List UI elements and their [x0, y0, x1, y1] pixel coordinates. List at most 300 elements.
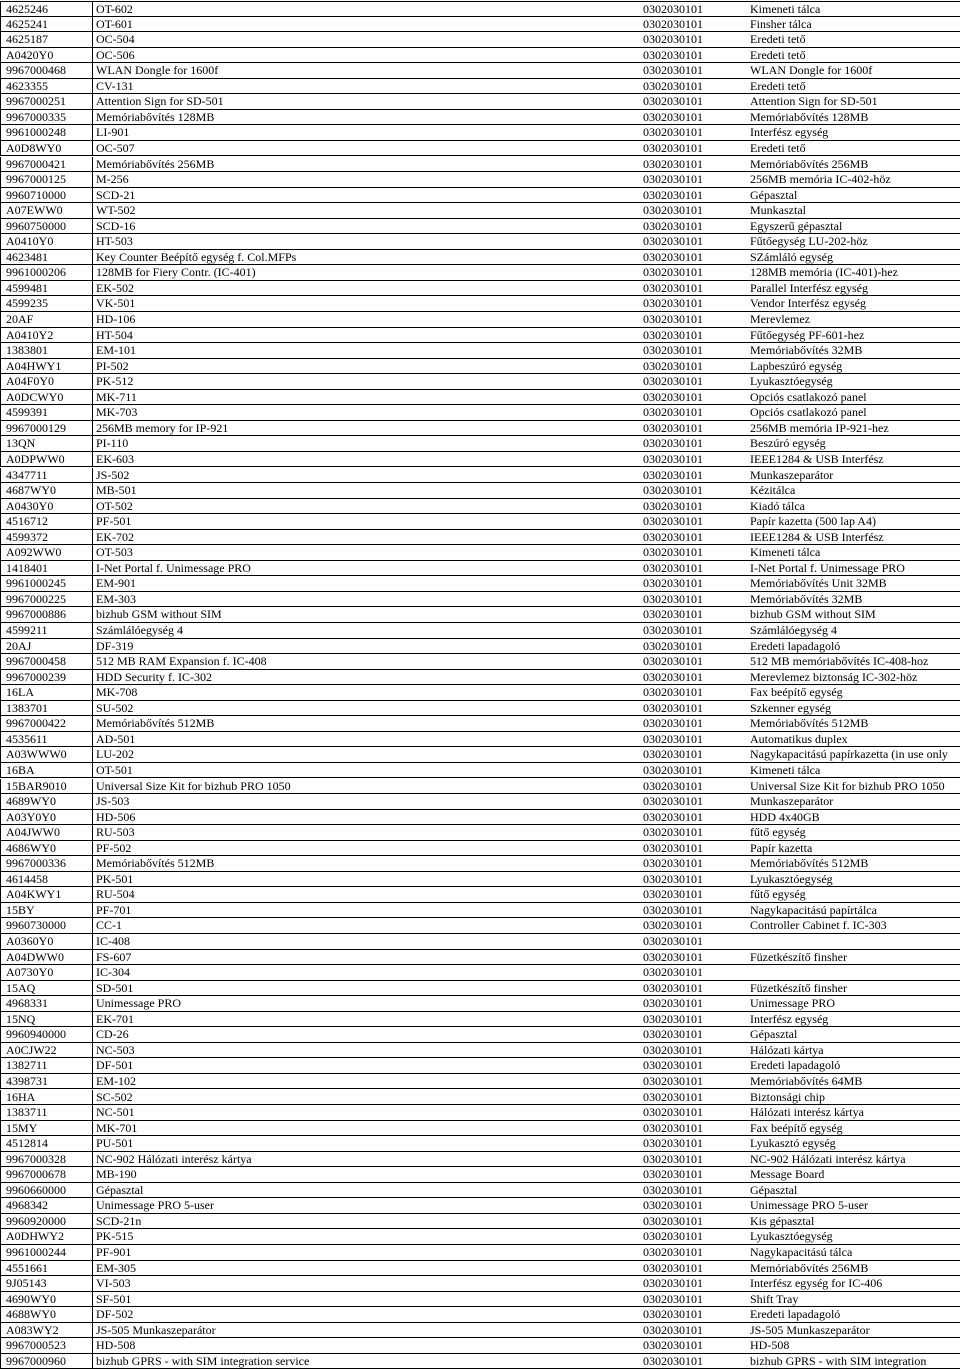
tariff-number-cell: 0302030101	[643, 420, 703, 435]
table-row	[0, 607, 960, 623]
table-row	[0, 872, 960, 888]
product-code-cell: 4625246	[0, 2, 93, 16]
table-row	[0, 390, 960, 406]
product-name-cell: HD-508	[96, 1338, 136, 1353]
table-row	[0, 794, 960, 810]
product-name-cell: PF-901	[96, 1245, 132, 1259]
table-row	[0, 934, 960, 950]
table-row	[0, 359, 960, 375]
product-name-cell: I-Net Portal f. Unimessage PRO	[96, 560, 251, 575]
table-row	[0, 1043, 960, 1059]
description-cell: Beszúró egység	[750, 436, 826, 451]
product-code-cell: 13QN	[0, 436, 93, 451]
table-row	[0, 841, 960, 857]
product-name-cell: SC-502	[96, 1089, 133, 1104]
description-cell: fűtő egység	[750, 825, 806, 840]
table-row	[0, 203, 960, 219]
product-code-cell: 20AF	[0, 312, 93, 327]
tariff-number-cell: 0302030101	[643, 47, 703, 62]
tariff-number-cell: 0302030101	[643, 343, 703, 358]
product-name-cell: HD-506	[96, 809, 136, 824]
table-row	[0, 561, 960, 577]
description-cell: IEEE1284 & USB Interfész	[750, 451, 884, 466]
product-name-cell: MK-708	[96, 685, 138, 700]
product-name-cell: LU-202	[96, 747, 134, 762]
product-name-cell: EM-901	[96, 576, 136, 591]
description-cell: Gépasztal	[750, 1027, 798, 1042]
product-name-cell: RU-503	[96, 825, 135, 840]
product-code-cell: 4623481	[0, 250, 93, 265]
description-cell: Memóriabővítés 512MB	[750, 716, 869, 731]
description-cell: Memóriabővítés 32MB	[750, 591, 863, 606]
product-name-cell: WT-502	[96, 203, 136, 218]
description-cell: Füzetkészítő finsher	[750, 949, 847, 964]
tariff-number-cell: 0302030101	[643, 280, 703, 295]
tariff-number-cell: 0302030101	[643, 1198, 703, 1213]
description-cell: Nagykapacitású papírkazetta (in use only	[750, 747, 948, 762]
description-cell: Merevlemez biztonság IC-302-höz	[750, 669, 918, 684]
product-name-cell: EK-603	[96, 451, 134, 466]
tariff-number-cell: 0302030101	[643, 16, 703, 31]
tariff-number-cell: 0302030101	[643, 483, 703, 498]
tariff-number-cell: 0302030101	[643, 623, 703, 637]
table-row	[0, 825, 960, 841]
table-row	[0, 265, 960, 281]
tariff-number-cell: 0302030101	[643, 1338, 703, 1353]
tariff-number-cell: 0302030101	[643, 809, 703, 824]
description-cell: 128MB memória (IC-401)-hez	[750, 265, 898, 280]
table-row	[0, 1338, 960, 1354]
product-name-cell: MK-703	[96, 405, 138, 420]
product-name-cell: Unimessage PRO	[96, 996, 181, 1011]
product-name-cell: FS-607	[96, 949, 132, 964]
product-name-cell: Gépasztal	[96, 1182, 144, 1197]
tariff-number-cell: 0302030101	[643, 965, 703, 980]
tariff-number-cell: 0302030101	[643, 1058, 703, 1073]
tariff-number-cell: 0302030101	[643, 949, 703, 964]
product-code-cell: 4625241	[0, 17, 93, 32]
product-code-cell: 4516712	[0, 514, 93, 529]
product-name-cell: Unimessage PRO 5-user	[96, 1198, 214, 1213]
product-name-cell: PF-501	[96, 514, 132, 529]
table-row	[0, 1058, 960, 1074]
product-code-cell: 9967000239	[0, 670, 93, 685]
product-code-cell: A0410Y0	[0, 234, 93, 249]
product-name-cell: OT-602	[96, 2, 133, 16]
tariff-number-cell: 0302030101	[643, 980, 703, 995]
product-code-cell: 9967000886	[0, 607, 93, 622]
product-name-cell: JS-502	[96, 467, 130, 482]
product-code-cell: A04F0Y0	[0, 374, 93, 389]
table-row	[0, 639, 960, 655]
description-cell: SZámláló egység	[750, 249, 833, 264]
tariff-number-cell: 0302030101	[643, 389, 703, 404]
tariff-number-cell: 0302030101	[643, 545, 703, 560]
product-code-cell: 16LA	[0, 685, 93, 700]
product-code-cell: A03WWW0	[0, 747, 93, 762]
product-code-cell: 9J05143	[0, 1276, 93, 1291]
tariff-number-cell: 0302030101	[643, 451, 703, 466]
tariff-number-cell: 0302030101	[643, 1105, 703, 1120]
product-name-cell: Key Counter Beépítő egység f. Col.MFPs	[96, 249, 297, 264]
product-code-cell: 4551661	[0, 1261, 93, 1276]
description-cell: Unimessage PRO	[750, 996, 835, 1011]
tariff-number-cell: 0302030101	[643, 1276, 703, 1291]
tariff-number-cell: 0302030101	[643, 825, 703, 840]
description-cell: Kézitálca	[750, 483, 796, 498]
tariff-number-cell: 0302030101	[643, 716, 703, 731]
description-cell: Egyszerű gépasztal	[750, 218, 843, 233]
product-code-cell: 1383801	[0, 343, 93, 358]
product-code-cell: A04HWY1	[0, 359, 93, 374]
tariff-number-cell: 0302030101	[643, 591, 703, 606]
table-row	[0, 1245, 960, 1261]
table-row	[0, 281, 960, 297]
tariff-number-cell: 0302030101	[643, 156, 703, 171]
product-code-cell: 4690WY0	[0, 1292, 93, 1307]
description-cell: Memóriabővítés 512MB	[750, 856, 869, 871]
product-code-cell: A0430Y0	[0, 499, 93, 514]
tariff-number-cell: 0302030101	[643, 78, 703, 93]
description-cell: Finsher tálca	[750, 16, 812, 31]
product-name-cell: DF-501	[96, 1058, 134, 1073]
product-code-cell: 9967000960	[0, 1354, 93, 1369]
product-name-cell: 512 MB RAM Expansion f. IC-408	[96, 654, 267, 669]
table-row	[0, 918, 960, 934]
description-cell: Opciós csatlakozó panel	[750, 389, 867, 404]
product-name-cell: Memóriabővítés 512MB	[96, 856, 215, 871]
tariff-number-cell: 0302030101	[643, 887, 703, 902]
product-code-cell: 9967000251	[0, 94, 93, 109]
description-cell: Memóriabővítés 64MB	[750, 1073, 863, 1088]
description-cell: Számlálóegység 4	[750, 623, 837, 637]
description-cell: Interfész egység	[750, 1011, 829, 1026]
tariff-number-cell: 0302030101	[643, 312, 703, 326]
table-row	[0, 79, 960, 95]
product-name-cell: PK-515	[96, 1229, 134, 1244]
product-name-cell: HD-106	[96, 312, 136, 326]
description-cell: Eredeti lapadagoló	[750, 1058, 841, 1073]
tariff-number-cell: 0302030101	[643, 794, 703, 809]
product-code-cell: 9967000328	[0, 1152, 93, 1167]
table-row	[0, 94, 960, 110]
tariff-number-cell: 0302030101	[643, 1229, 703, 1244]
tariff-number-cell: 0302030101	[643, 934, 703, 948]
description-cell: Automatikus duplex	[750, 731, 848, 746]
product-name-cell: PU-501	[96, 1136, 134, 1151]
table-row	[0, 1012, 960, 1028]
product-name-cell: IC-304	[96, 965, 130, 980]
tariff-number-cell: 0302030101	[643, 654, 703, 669]
description-cell: Memóriabővítés Unit 32MB	[750, 576, 887, 591]
description-cell: Gépasztal	[750, 187, 798, 202]
product-code-cell: 4614458	[0, 872, 93, 887]
product-code-cell: 15BY	[0, 903, 93, 918]
description-cell: Gépasztal	[750, 1182, 798, 1197]
description-cell: IEEE1284 & USB Interfész	[750, 529, 884, 544]
table-row	[0, 623, 960, 639]
tariff-number-cell: 0302030101	[643, 560, 703, 575]
product-code-cell: 9967000125	[0, 172, 93, 187]
product-name-cell: bizhub GPRS - with SIM integration service	[96, 1353, 310, 1368]
table-row	[0, 981, 960, 997]
product-code-cell: A0DHWY2	[0, 1229, 93, 1244]
description-cell: Munkaszeparátor	[750, 467, 834, 482]
product-code-cell: A04JWW0	[0, 825, 93, 840]
table-row	[0, 234, 960, 250]
product-code-cell: 9960710000	[0, 188, 93, 203]
product-code-cell: 4599235	[0, 296, 93, 311]
product-code-cell: 4347711	[0, 468, 93, 483]
description-cell: Message Board	[750, 1167, 825, 1182]
description-cell: fűtő egység	[750, 887, 806, 902]
product-code-cell: A0360Y0	[0, 934, 93, 949]
product-name-cell: NC-503	[96, 1042, 135, 1057]
product-code-cell: A0730Y0	[0, 965, 93, 980]
product-code-cell: 15NQ	[0, 1012, 93, 1027]
description-cell: Munkaszeparátor	[750, 794, 834, 809]
table-row	[0, 499, 960, 515]
tariff-number-cell: 0302030101	[643, 234, 703, 249]
table-row	[0, 654, 960, 670]
product-name-cell: Universal Size Kit for bizhub PRO 1050	[96, 778, 291, 793]
product-code-cell: 15BAR9010	[0, 779, 93, 794]
description-cell: Attention Sign for SD-501	[750, 94, 878, 109]
product-name-cell: Memóriabővítés 512MB	[96, 716, 215, 731]
product-name-cell: OT-601	[96, 16, 133, 31]
table-row	[0, 219, 960, 235]
product-code-cell: 16BA	[0, 763, 93, 778]
tariff-number-cell: 0302030101	[643, 918, 703, 933]
table-row	[0, 1307, 960, 1323]
description-cell	[747, 965, 960, 980]
table-row	[0, 125, 960, 141]
product-code-cell: A04KWY1	[0, 887, 93, 902]
description-cell: NC-902 Hálózati interész kártya	[750, 1151, 906, 1166]
tariff-number-cell: 0302030101	[643, 700, 703, 715]
product-name-cell: bizhub GSM without SIM	[96, 607, 222, 622]
tariff-number-cell: 0302030101	[643, 607, 703, 622]
table-row	[0, 592, 960, 608]
product-name-cell: SCD-21	[96, 187, 136, 202]
product-name-cell: EK-502	[96, 280, 134, 295]
product-code-cell: 4623355	[0, 79, 93, 94]
product-name-cell: OC-506	[96, 47, 135, 62]
description-cell: 256MB memória IP-921-hez	[750, 420, 889, 435]
table-row	[0, 1121, 960, 1137]
product-name-cell: EM-101	[96, 343, 136, 358]
description-cell: Lapbeszúró egység	[750, 358, 843, 373]
description-cell: Memóriabővítés 32MB	[750, 343, 863, 358]
product-name-cell: HT-504	[96, 327, 133, 342]
product-name-cell: EM-305	[96, 1260, 136, 1275]
tariff-number-cell: 0302030101	[643, 514, 703, 529]
tariff-number-cell: 0302030101	[643, 1027, 703, 1042]
table-row	[0, 950, 960, 966]
product-name-cell: Számlálóegység 4	[96, 623, 183, 637]
product-code-cell: 9961000244	[0, 1245, 93, 1260]
table-row	[0, 312, 960, 328]
product-code-cell: A0420Y0	[0, 48, 93, 63]
description-cell: Kis gépasztal	[750, 1213, 815, 1228]
product-code-cell: 4687WY0	[0, 483, 93, 498]
tariff-number-cell: 0302030101	[643, 1182, 703, 1197]
product-code-cell: A0410Y2	[0, 328, 93, 343]
product-name-cell: NC-902 Hálózati interész kártya	[96, 1151, 252, 1166]
product-name-cell: LI-901	[96, 125, 130, 140]
product-name-cell: Memóriabővítés 256MB	[96, 156, 215, 171]
tariff-number-cell: 0302030101	[643, 374, 703, 389]
table-row	[0, 32, 960, 48]
product-name-cell: OT-501	[96, 762, 133, 777]
table-row	[0, 405, 960, 421]
product-code-cell: A0DPWW0	[0, 452, 93, 467]
table-row	[0, 545, 960, 561]
product-code-cell: 9967000422	[0, 716, 93, 731]
table-row	[0, 1027, 960, 1043]
product-code-cell: 9967000468	[0, 63, 93, 78]
description-cell: Fax beépítő egység	[750, 685, 843, 700]
description-cell: Fax beépítő egység	[750, 1120, 843, 1135]
table-row	[0, 452, 960, 468]
product-code-cell: 15AQ	[0, 981, 93, 996]
description-cell: I-Net Portal f. Unimessage PRO	[750, 560, 905, 575]
tariff-number-cell: 0302030101	[643, 32, 703, 47]
tariff-number-cell: 0302030101	[643, 63, 703, 78]
description-cell: Shift Tray	[750, 1291, 799, 1306]
product-name-cell: HDD Security f. IC-302	[96, 669, 212, 684]
description-cell: Eredeti tető	[750, 78, 806, 93]
table-row	[0, 172, 960, 188]
description-cell: Hálózati interész kártya	[750, 1105, 864, 1120]
description-cell: Munkasztal	[750, 203, 806, 218]
product-name-cell: WLAN Dongle for 1600f	[96, 63, 219, 78]
table-row	[0, 530, 960, 546]
product-name-cell: PF-502	[96, 840, 132, 855]
tariff-number-cell: 0302030101	[643, 529, 703, 544]
product-code-cell: 4599372	[0, 530, 93, 545]
tariff-number-cell: 0302030101	[643, 1322, 703, 1337]
product-code-cell: 9967000678	[0, 1167, 93, 1182]
product-code-cell: 4968331	[0, 996, 93, 1011]
table-row	[0, 17, 960, 33]
product-name-cell: 128MB for Fiery Contr. (IC-401)	[96, 265, 256, 280]
description-cell: JS-505 Munkaszeparátor	[750, 1322, 870, 1337]
tariff-number-cell: 0302030101	[643, 747, 703, 762]
product-name-cell: OC-507	[96, 140, 135, 155]
tariff-number-cell: 0302030101	[643, 358, 703, 373]
product-name-cell: OC-504	[96, 32, 135, 47]
table-row	[0, 701, 960, 717]
description-cell: Lyukasztóegység	[750, 374, 833, 389]
table-row	[0, 48, 960, 64]
tariff-number-cell: 0302030101	[643, 436, 703, 451]
description-cell: Kimeneti tálca	[750, 2, 821, 16]
description-cell: Kimeneti tálca	[750, 545, 821, 560]
table-row	[0, 716, 960, 732]
table-row	[0, 63, 960, 79]
description-cell	[747, 934, 960, 949]
tariff-number-cell: 0302030101	[643, 902, 703, 917]
product-code-cell: A04DWW0	[0, 950, 93, 965]
tariff-number-cell: 0302030101	[643, 327, 703, 342]
tariff-number-cell: 0302030101	[643, 778, 703, 793]
description-cell: Fűtőegység LU-202-höz	[750, 234, 868, 249]
table-row	[0, 1183, 960, 1199]
product-code-cell: 4625187	[0, 32, 93, 47]
product-name-cell: JS-505 Munkaszeparátor	[96, 1322, 216, 1337]
table-row	[0, 1152, 960, 1168]
product-name-cell: AD-501	[96, 731, 136, 746]
product-code-cell: 9960730000	[0, 918, 93, 933]
table-row	[0, 1214, 960, 1230]
product-code-cell: 20AJ	[0, 639, 93, 654]
description-cell: Memóriabővítés 128MB	[750, 109, 869, 124]
product-name-cell: DF-319	[96, 638, 134, 653]
table-row	[0, 1354, 960, 1369]
table-row	[0, 965, 960, 981]
product-code-cell: A092WW0	[0, 545, 93, 560]
table-row	[0, 296, 960, 312]
description-cell: Memóriabővítés 256MB	[750, 156, 869, 171]
tariff-number-cell: 0302030101	[643, 1136, 703, 1151]
product-name-cell: VK-501	[96, 296, 136, 311]
product-name-cell: IC-408	[96, 934, 130, 948]
tariff-number-cell: 0302030101	[643, 296, 703, 311]
table-row	[0, 110, 960, 126]
description-cell: Szkenner egység	[750, 700, 831, 715]
description-cell: bizhub GSM without SIM	[750, 607, 876, 622]
tariff-number-cell: 0302030101	[643, 1291, 703, 1306]
tariff-number-cell: 0302030101	[643, 218, 703, 233]
table-row	[0, 343, 960, 359]
description-cell: Papír kazetta (500 lap A4)	[750, 514, 876, 529]
product-code-cell: 4599211	[0, 623, 93, 638]
product-name-cell: DF-502	[96, 1307, 134, 1322]
tariff-number-cell: 0302030101	[643, 109, 703, 124]
table-row	[0, 1323, 960, 1339]
tariff-number-cell: 0302030101	[643, 840, 703, 855]
product-code-cell: 4688WY0	[0, 1307, 93, 1322]
product-name-cell: SD-501	[96, 980, 134, 995]
table-row	[0, 157, 960, 173]
tariff-number-cell: 0302030101	[643, 1073, 703, 1088]
product-code-cell: 9961000245	[0, 576, 93, 591]
table-row	[0, 576, 960, 592]
product-code-cell: 1383711	[0, 1105, 93, 1120]
table-row	[0, 328, 960, 344]
description-cell: Universal Size Kit for bizhub PRO 1050	[750, 778, 945, 793]
product-code-cell: 4968342	[0, 1198, 93, 1213]
product-code-cell: A083WY2	[0, 1323, 93, 1338]
tariff-number-cell: 0302030101	[643, 1151, 703, 1166]
description-cell: Lyukasztóegység	[750, 871, 833, 886]
tariff-number-cell: 0302030101	[643, 1260, 703, 1275]
description-cell: Nagykapacitású tálca	[750, 1245, 853, 1259]
product-code-cell: 15MY	[0, 1121, 93, 1136]
product-code-cell: 4599391	[0, 405, 93, 420]
description-cell: HD-508	[750, 1338, 790, 1353]
table-row	[0, 747, 960, 763]
product-name-cell: 256MB memory for IP-921	[96, 420, 229, 435]
product-name-cell: EK-701	[96, 1011, 134, 1026]
table-row	[0, 468, 960, 484]
product-code-cell: A0D8WY0	[0, 141, 93, 156]
product-code-cell: A0DCWY0	[0, 390, 93, 405]
tariff-number-cell: 0302030101	[643, 1120, 703, 1135]
tariff-number-cell: 0302030101	[643, 2, 703, 16]
product-name-cell: CC-1	[96, 918, 123, 933]
